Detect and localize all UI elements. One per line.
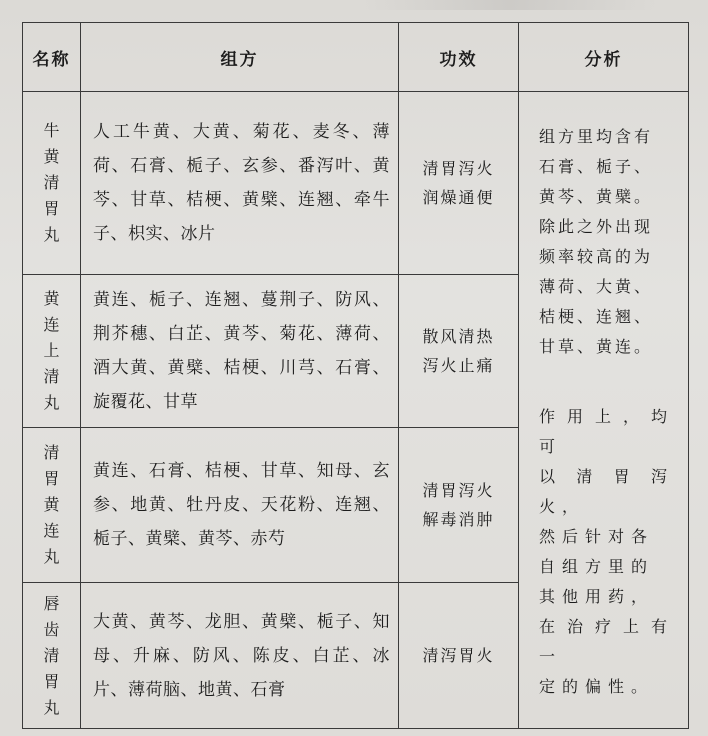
header-name: 名称 [23,23,81,92]
bleed-through-text [360,0,660,10]
formula-cell: 黄连、栀子、连翘、蔓荆子、防风、荆芥穗、白芷、黄芩、菊花、薄荷、酒大黄、黄檗、桔梗、川芎、石膏、旋覆花、甘草 [81,275,399,428]
analysis-part-1: 组方里均含有 石膏、栀子、 黄芩、黄檗。 除此之外出现 频率较高的为 薄荷、大黄、 桔梗、连翘、 甘草、黄连。 [539,127,654,356]
medicine-name: 牛 黄 清 胃 丸 [23,92,81,275]
formula-comparison-table [22,22,689,729]
formula-cell: 黄连、石膏、桔梗、甘草、知母、玄参、地黄、牡丹皮、天花粉、连翘、栀子、黄檗、黄芩、赤芍 [81,428,399,583]
analysis-cell [519,92,689,729]
formula-cell: 大黄、黄芩、龙胆、黄檗、栀子、知母、升麻、防风、陈皮、白芷、冰片、薄荷脑、地黄、石膏 [81,583,399,729]
header-analysis: 分析 [519,23,689,92]
header-effect: 功效 [399,23,519,92]
effect-cell: 散风清热 泻火止痛 [399,275,519,428]
effect-cell: 清泻胃火 [399,583,519,729]
formula-cell: 人工牛黄、大黄、菊花、麦冬、薄荷、石膏、栀子、玄参、番泻叶、黄芩、甘草、桔梗、黄檗、连翘、牵牛子、枳实、冰片 [81,92,399,275]
medicine-name: 黄 连 上 清 丸 [23,275,81,428]
header-formula: 组方 [81,23,399,92]
medicine-name: 清 胃 黄 连 丸 [23,428,81,583]
table-row [23,92,689,275]
effect-cell: 清胃泻火 润燥通便 [399,92,519,275]
medicine-name: 唇 齿 清 胃 丸 [23,583,81,729]
table-header-row [23,23,689,92]
effect-cell: 清胃泻火 解毒消肿 [399,428,519,583]
analysis-part-2: 作用上，均可 以清胃泻火， 然后针对各 自组方里的 其他用药， 在治疗上有一 定的偏性。 [539,407,674,696]
